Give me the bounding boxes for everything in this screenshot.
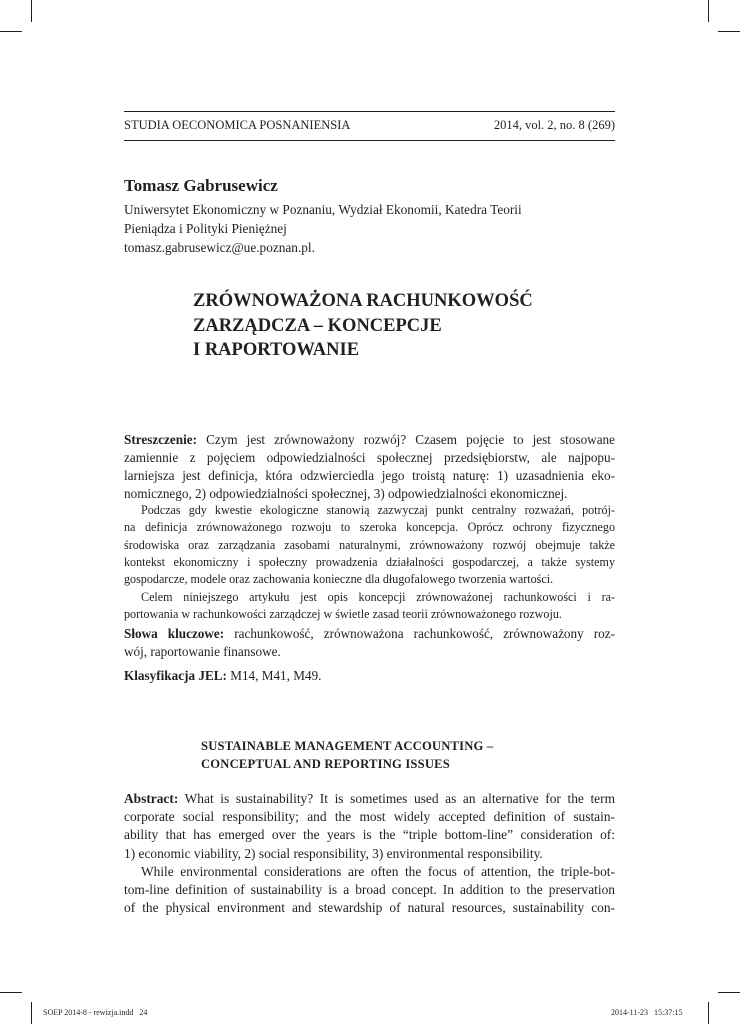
text-line: of the physical environment and stewardship of natural resources, sustainability con- bbox=[124, 900, 615, 916]
crop-mark bbox=[31, 1002, 32, 1024]
footer-file-slug: SOEP 2014-8 - rewizja.indd 24 bbox=[43, 1008, 148, 1017]
crop-mark bbox=[0, 992, 22, 993]
text-line: Czym jest zrównoważony rozwój? Czasem pojęcie to jest stosowane bbox=[206, 432, 615, 447]
article-title bbox=[193, 289, 533, 363]
text-line: kontekst ekonomiczny i społeczny prowadzenia działalności gospodarczej, a także systemy bbox=[124, 554, 615, 569]
footer-timestamp: 2014-11-23 15:37:15 bbox=[611, 1008, 683, 1017]
text-line: Celem niniejszego artykułu jest opis koncepcji zrównoważonej rachunkowości i ra- bbox=[141, 590, 615, 604]
english-title bbox=[201, 738, 493, 773]
text-line: środowiska oraz zarządzania zasobami naturalnymi, zrównoważony rozwój obejmuje także bbox=[124, 537, 615, 552]
text-line: larniejsza jest definicja, która odzwierciedla jego troistą naturę: 1) uzasadnienia eko- bbox=[124, 468, 615, 483]
text-line: na definicja zrównoważonego rozwoju to szeroka koncepcja. Oprócz ochrony fizycznego bbox=[124, 520, 615, 535]
affiliation-line: Uniwersytet Ekonomiczny w Poznaniu, Wydział Ekonomii, Katedra Teorii bbox=[124, 202, 522, 217]
abstract-paragraph bbox=[124, 790, 615, 917]
issue-info: 2014, vol. 2, no. 8 (269) bbox=[493, 118, 615, 132]
header-rule-bottom bbox=[124, 140, 615, 141]
text-line: What is sustainability? It is sometimes used as an alternative for the term bbox=[184, 791, 615, 806]
text-line: While environmental considerations are often the focus of attention, the triple-bot- bbox=[141, 863, 615, 879]
title-line: ZRÓWNOWAŻONA RACHUNKOWOŚĆ bbox=[193, 291, 533, 311]
streszczenie-paragraph bbox=[124, 431, 615, 503]
text-line: portowania w rachunkowości zarządczej w świetle zasad teorii zrównoważonego rozwoju. bbox=[124, 607, 562, 622]
author-name: Tomasz Gabrusewicz bbox=[124, 176, 278, 195]
title-line: I RAPORTOWANIE bbox=[193, 340, 360, 360]
text-line: tom-line definition of sustainability is a broad concept. In addition to the preservation bbox=[124, 882, 615, 898]
text-line: zamiennie z pojęciem odpowiedzialności społecznej przedsiębiorstw, ale najpopu- bbox=[124, 450, 615, 465]
running-head bbox=[124, 118, 615, 133]
crop-mark bbox=[708, 0, 709, 22]
streszczenie-paragraph-3 bbox=[124, 589, 615, 624]
crop-mark bbox=[31, 0, 32, 22]
text-line: ability that has emerged over the years is the “triple bottom-line” consideration of: bbox=[124, 827, 615, 843]
title-line: CONCEPTUAL AND REPORTING ISSUES bbox=[201, 756, 450, 771]
jel-classification bbox=[124, 667, 615, 685]
title-line: ZARZĄDCZA – KONCEPCJE bbox=[193, 315, 442, 336]
crop-mark bbox=[718, 31, 740, 32]
text-line: rachunkowość, zrównoważona rachunkowość, zrównoważony roz- bbox=[234, 626, 615, 641]
streszczenie-label: Streszczenie: bbox=[124, 432, 197, 447]
text-line: 1) economic viability, 2) social responsibility, 3) environmental responsibility. bbox=[124, 845, 543, 861]
title-line: SUSTAINABLE MANAGEMENT ACCOUNTING – bbox=[201, 739, 494, 753]
keywords-label: Słowa kluczowe: bbox=[124, 626, 225, 641]
text-line: wój, raportowanie finansowe. bbox=[124, 644, 281, 659]
text-line: corporate social responsibility; and the most widely accepted definition of sustain- bbox=[124, 809, 615, 825]
keywords-paragraph bbox=[124, 625, 615, 661]
jel-codes: M14, M41, M49. bbox=[230, 668, 322, 683]
author-affiliation bbox=[124, 200, 604, 257]
abstract-label: Abstract: bbox=[124, 791, 179, 806]
journal-name: STUDIA OECONOMICA POSNANIENSIA bbox=[124, 118, 351, 132]
text-line: nomicznego, 2) odpowiedzialności społecznej, 3) odpowiedzialności ekonomicznej. bbox=[124, 486, 568, 501]
affiliation-line: Pieniądza i Polityki Pieniężnej bbox=[124, 221, 287, 236]
crop-mark bbox=[0, 31, 22, 32]
text-line: gospodarcze, modele oraz zachowania konieczne dla długofalowego tworzenia wartości. bbox=[124, 572, 554, 587]
crop-mark bbox=[718, 992, 740, 993]
crop-mark bbox=[708, 1002, 709, 1024]
streszczenie-paragraph-2 bbox=[124, 502, 615, 588]
author-email: tomasz.gabrusewicz@ue.poznan.pl. bbox=[124, 240, 315, 255]
jel-label: Klasyfikacja JEL: bbox=[124, 668, 227, 683]
text-line: Podczas gdy kwestie ekologiczne stanowią zazwyczaj punkt centralny rozważań, potrój- bbox=[141, 503, 615, 517]
header-rule-top bbox=[124, 111, 615, 112]
